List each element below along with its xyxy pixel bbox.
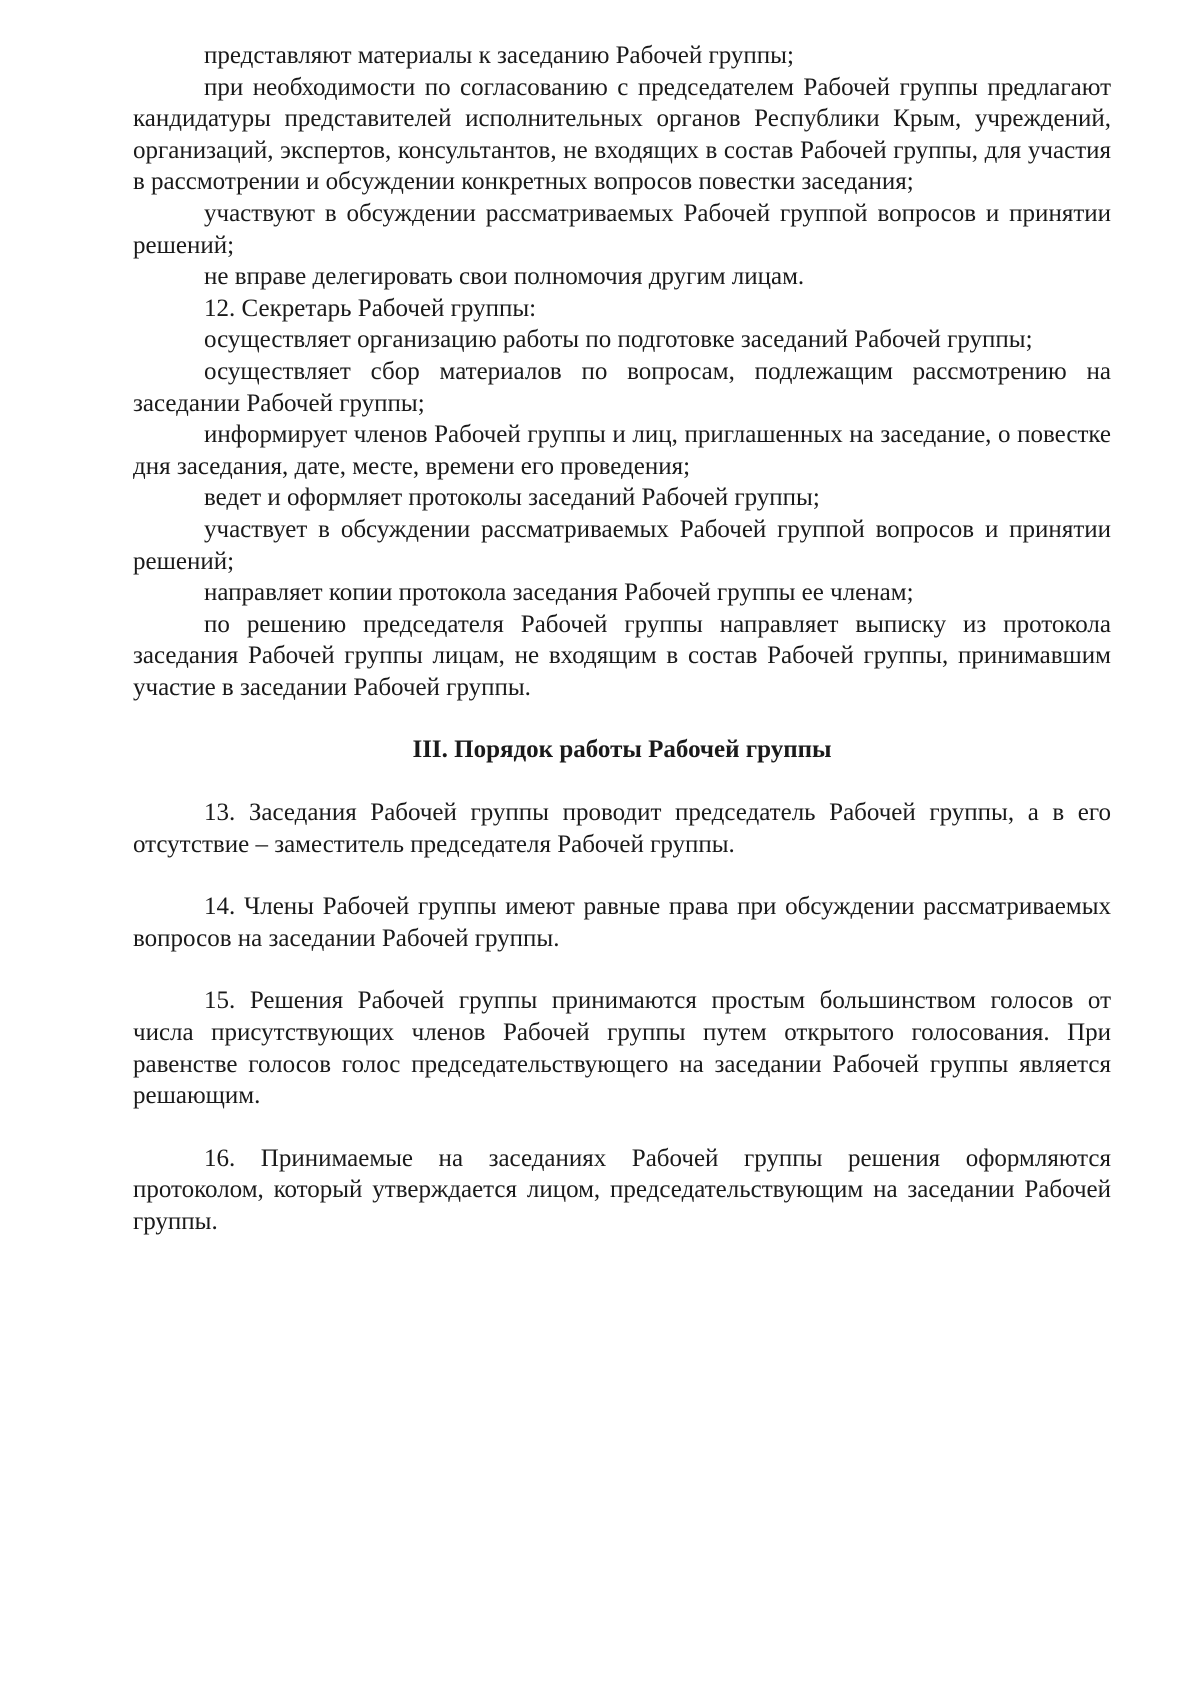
paragraph: при необходимости по согласованию с председателем Рабочей группы предлагают кандидатуры представителей исполнительных органов Республики Крым, учреждений, организаций, экспертов, консультантов, не входящих в состав Рабочей группы, для участия в рассмотрении и обсуждении конкретных вопросов повестки заседания; bbox=[133, 73, 1111, 196]
paragraph: представляют материалы к заседанию Рабочей группы; bbox=[204, 42, 794, 69]
paragraph: участвуют в обсуждении рассматриваемых Рабочей группой вопросов и принятии решений; bbox=[133, 199, 1111, 259]
section-heading: III. Порядок работы Рабочей группы bbox=[412, 736, 832, 764]
paragraph: по решению председателя Рабочей группы направляет выписку из протокола заседания Рабочей группы лицам, не входящим в состав Рабочей группы, принимавшим участие в заседании Рабочей группы. bbox=[133, 610, 1111, 701]
spacer bbox=[133, 860, 1111, 891]
spacer bbox=[133, 1112, 1111, 1143]
paragraph: ведет и оформляет протоколы заседаний Рабочей группы; bbox=[204, 484, 820, 512]
paragraph: участвует в обсуждении рассматриваемых Рабочей группой вопросов и принятии решений; bbox=[133, 515, 1111, 575]
paragraph-item-13: 13. Заседания Рабочей группы проводит председатель Рабочей группы, а в его отсутствие – заместитель председателя Рабочей группы. bbox=[133, 799, 1111, 858]
paragraph: информирует членов Рабочей группы и лиц, приглашенных на заседание, о повестке дня заседания, дате, месте, времени его проведения; bbox=[133, 421, 1111, 480]
document-body bbox=[133, 40, 1111, 1238]
paragraph-item-12: 12. Секретарь Рабочей группы: bbox=[204, 294, 537, 322]
spacer bbox=[133, 954, 1111, 985]
paragraph: осуществляет организацию работы по подготовке заседаний Рабочей группы; bbox=[204, 326, 1033, 354]
paragraph: направляет копии протокола заседания Рабочей группы ее членам; bbox=[204, 579, 914, 607]
spacer bbox=[133, 703, 1111, 734]
paragraph-item-16: 16. Принимаемые на заседаниях Рабочей группы решения оформляются протоколом, который утверждается лицом, председательствующим на заседании Рабочей группы. bbox=[133, 1144, 1111, 1235]
paragraph-item-15: 15. Решения Рабочей группы принимаются простым большинством голосов от числа присутствующих членов Рабочей группы путем открытого голосования. При равенстве голосов голос председательствующего на заседании Рабочей группы является решающим. bbox=[133, 987, 1111, 1110]
paragraph: не вправе делегировать свои полномочия другим лицам. bbox=[204, 263, 805, 291]
paragraph-item-14: 14. Члены Рабочей группы имеют равные права при обсуждении рассматриваемых вопросов на заседании Рабочей группы. bbox=[133, 893, 1111, 952]
spacer bbox=[133, 766, 1111, 797]
paragraph: осуществляет сбор материалов по вопросам, подлежащим рассмотрению на заседании Рабочей группы; bbox=[133, 357, 1111, 417]
